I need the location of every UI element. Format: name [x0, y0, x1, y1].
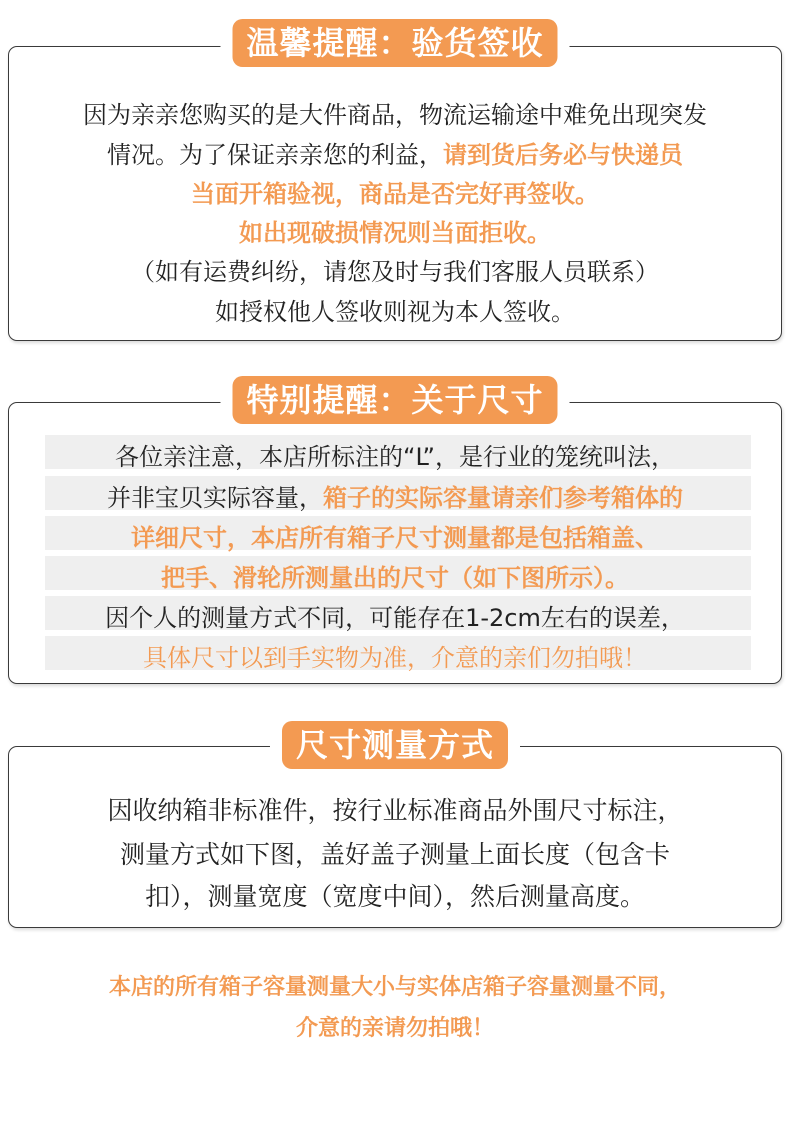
text-line-highlight: 当面开箱验视，商品是否完好再签收。: [191, 180, 599, 208]
title-wrap: [220, 19, 569, 67]
text-line: （如有运费纠纷，请您及时与我们客服人员联系）: [131, 258, 659, 286]
text-line: 扣），测量宽度（宽度中间），然后测量高度。: [144, 882, 645, 911]
title-wrap: [220, 376, 569, 424]
text-segment: 并非宝贝实际容量，: [107, 484, 323, 512]
notice-box-size: [8, 381, 782, 684]
text-highlight: 请到货后务必与快递员: [443, 141, 683, 169]
footer-notice-line: 介意的亲请勿拍哦！: [295, 1016, 494, 1041]
section-title-size: 特别提醒：关于尺寸: [232, 376, 557, 424]
notice-box-measurement: [8, 726, 782, 928]
text-line-highlight: 具体尺寸以到手实物为准，介意的亲们勿拍哦！: [143, 644, 647, 672]
text-line: [9, 478, 781, 513]
notice-box-receipt: [8, 24, 782, 341]
text-line: 如授权他人签收则视为本人签收。: [215, 298, 575, 326]
text-line-highlight: 把手、滑轮所测量出的尺寸（如下图所示）。: [161, 564, 629, 592]
text-line: [9, 135, 781, 170]
text-line-highlight: 如出现破损情况则当面拒收。: [239, 219, 551, 247]
text-line: 各位亲注意，本店所标注的“L”，是行业的笼统叫法，: [115, 443, 675, 471]
footer-notice-line: 本店的所有箱子容量测量大小与实体店箱子容量测量不同，: [108, 975, 681, 1000]
text-line: 因为亲亲您购买的是大件商品，物流运输途中难免出现突发: [83, 101, 707, 129]
section-title-measurement: 尺寸测量方式: [282, 721, 508, 769]
text-segment: 情况。为了保证亲亲您的利益，: [107, 141, 443, 169]
text-highlight: 箱子的实际容量请亲们参考箱体的: [323, 484, 683, 512]
text-line: 因个人的测量方式不同，可能存在1-2cm左右的误差，: [105, 604, 685, 632]
text-line-highlight: 详细尺寸，本店所有箱子尺寸测量都是包括箱盖、: [131, 524, 659, 552]
text-line: 测量方式如下图，盖好盖子测量上面长度（包含卡: [119, 840, 670, 869]
section-title-receipt: 温馨提醒：验货签收: [232, 19, 557, 67]
text-line: 因收纳箱非标准件，按行业标准商品外围尺寸标注，: [107, 796, 683, 825]
title-wrap: [270, 721, 520, 769]
